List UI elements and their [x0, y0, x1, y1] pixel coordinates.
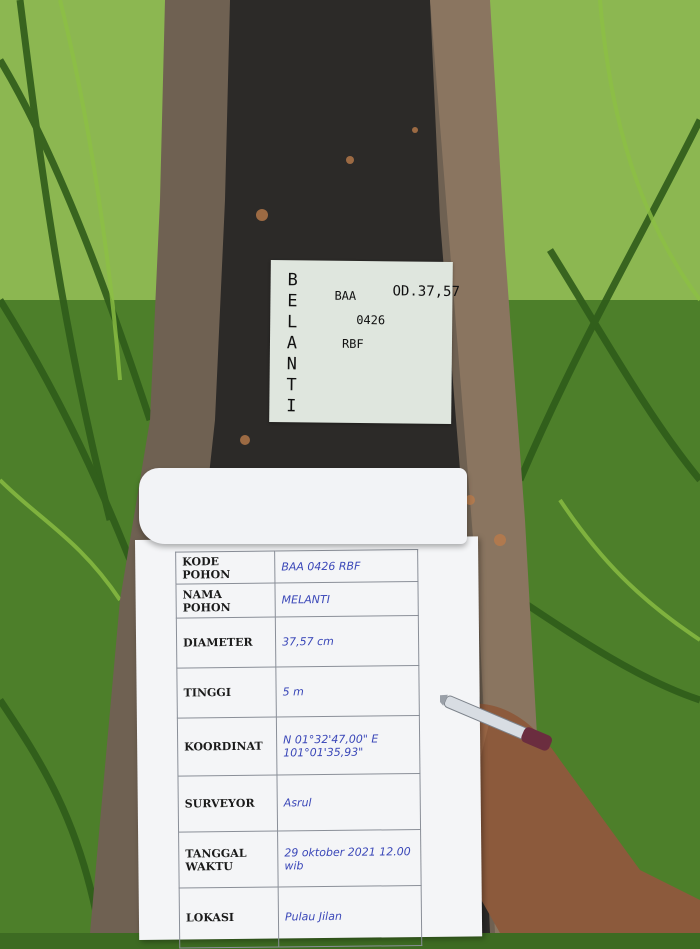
form-label: DIAMETER — [176, 617, 276, 668]
form-value: 37,57 cm — [275, 616, 419, 667]
form-label: TINGGI — [177, 667, 277, 718]
pen-icon — [440, 690, 590, 770]
survey-form-table — [175, 549, 422, 949]
table-row — [177, 666, 420, 719]
table-row — [178, 774, 421, 833]
form-value: MELANTI — [275, 582, 418, 617]
form-value: Pulau Jilan — [278, 886, 422, 947]
tree-tag-label — [269, 260, 461, 424]
form-value: 29 oktober 2021 12.00 wib — [278, 830, 422, 887]
tag-line-1: BAA — [334, 288, 357, 303]
tag-line-2: 0426 — [356, 312, 386, 328]
table-row — [177, 716, 420, 777]
form-label: TANGGAL WAKTU — [179, 831, 279, 888]
tag-line-1-code: OD.37,57 — [392, 283, 461, 301]
form-value: 5 m — [276, 666, 420, 717]
form-label: NAMA POHON — [176, 583, 275, 618]
table-row — [176, 616, 419, 669]
form-label: LOKASI — [179, 887, 279, 948]
survey-notepad — [135, 536, 482, 940]
form-label: KODE POHON — [176, 551, 275, 584]
table-row — [176, 582, 418, 619]
table-row — [179, 830, 422, 889]
folded-page — [139, 468, 467, 544]
table-row — [176, 550, 418, 585]
table-row — [179, 886, 422, 949]
tag-tree-name: BELANTI — [286, 270, 298, 417]
form-value: Asrul — [277, 774, 421, 831]
tag-line-3: RBF — [341, 336, 364, 352]
form-label: KOORDINAT — [177, 717, 277, 776]
form-value: N 01°32'47,00" E 101°01'35,93" — [276, 716, 420, 775]
form-label: SURVEYOR — [178, 775, 278, 832]
form-value: BAA 0426 RBF — [275, 550, 418, 583]
